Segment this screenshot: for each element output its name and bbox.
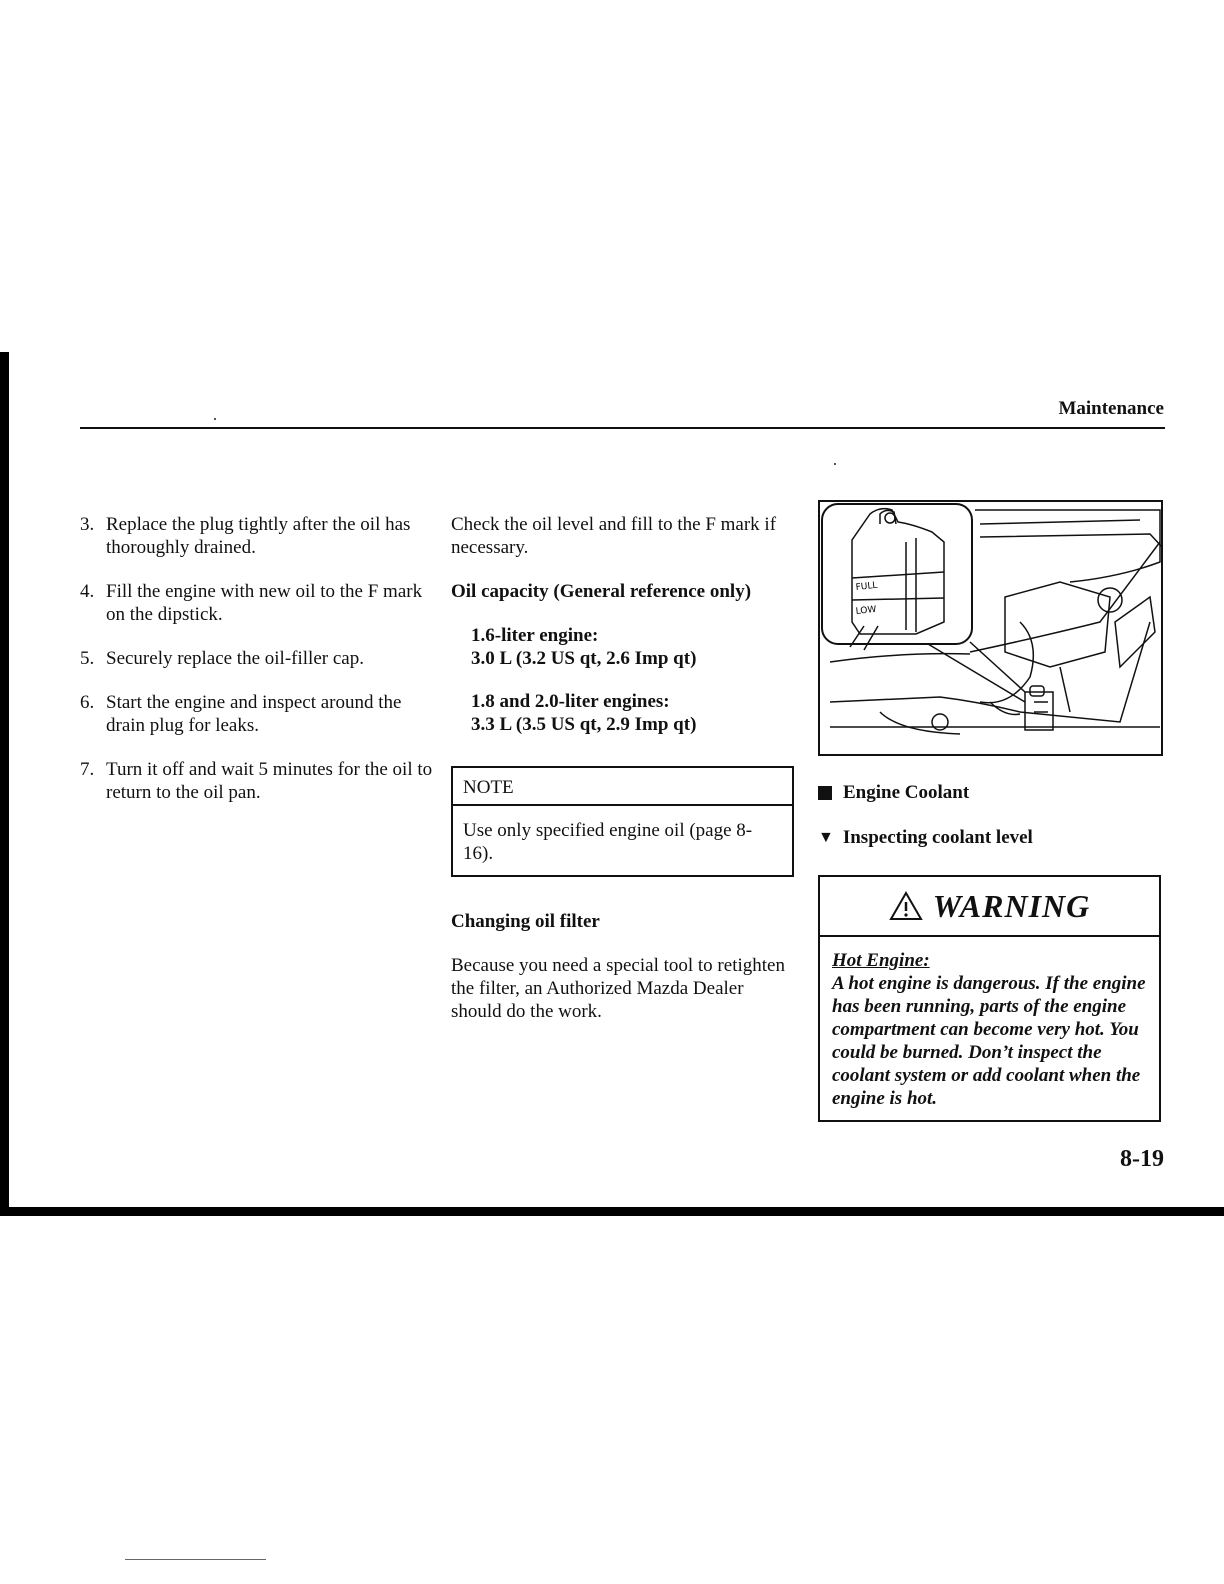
engine-spec-16 [451, 624, 796, 670]
note-box [451, 766, 794, 877]
warning-subtitle: Hot Engine: [832, 950, 930, 971]
note-title: NOTE [453, 768, 792, 806]
list-item: 7. Turn it off and wait 5 minutes for the oil to return to the oil pan. [80, 759, 433, 803]
engine-spec-18-20 [451, 690, 796, 736]
engine-spec-value: 3.0 L (3.2 US qt, 2.6 Imp qt) [471, 648, 697, 669]
oil-filter-heading: Changing oil filter [451, 911, 600, 932]
square-bullet-icon [818, 786, 832, 800]
oil-capacity-title: Oil capacity (General reference only) [451, 581, 752, 602]
warning-body [820, 937, 1159, 1120]
scan-speck [214, 418, 216, 420]
down-triangle-icon: ▼ [818, 829, 834, 846]
engine-spec-label: 1.8 and 2.0-liter engines: [471, 691, 670, 712]
scan-speck [834, 463, 836, 465]
list-item: 6. Start the engine and inspect around the drain plug for leaks. [80, 692, 402, 736]
engine-spec-value: 3.3 L (3.5 US qt, 2.9 Imp qt) [471, 714, 697, 735]
inspecting-coolant-heading: ▼ Inspecting coolant level [818, 827, 1033, 848]
procedure-steps [80, 513, 435, 804]
list-item: 4. Fill the engine with new oil to the F mark on the dipstick. [80, 581, 423, 625]
engine-coolant-heading: Engine Coolant [818, 781, 1165, 804]
low-mark-label: LOW [855, 604, 877, 617]
warning-text: A hot engine is dangerous. If the engine has been running, parts of the engine compartment can become very hot. You could be burned. Don’t inspect the coolant system or add coolant when the engine is hot. [832, 973, 1146, 1109]
header-rule [80, 427, 1165, 429]
warning-box [818, 875, 1161, 1122]
oil-level-instruction: Check the oil level and fill to the F mark if necessary. [451, 514, 777, 558]
middle-column [451, 513, 796, 1044]
warning-header [820, 877, 1159, 937]
oil-filter-body: Because you need a special tool to retighten the filter, an Authorized Mazda Dealer should do the work. [451, 955, 785, 1022]
note-body: Use only specified engine oil (page 8-16). [463, 820, 753, 864]
page-number: 8-19 [1120, 1146, 1164, 1172]
list-item: 5. Securely replace the oil-filler cap. [80, 648, 364, 669]
right-column [818, 500, 1165, 1122]
section-title: Maintenance [1058, 398, 1164, 419]
scan-artifact-line [125, 1559, 266, 1560]
engine-spec-label: 1.6-liter engine: [471, 625, 599, 646]
engine-bay-drawing [820, 502, 1165, 758]
full-mark-label: FULL [855, 580, 878, 593]
warning-triangle-icon [889, 891, 923, 921]
warning-title: WARNING [932, 887, 1091, 924]
list-item: 3. Replace the plug tightly after the oil has thoroughly drained. [80, 514, 411, 558]
scan-bottom-edge-bar [0, 1207, 1224, 1216]
scan-left-edge-bar [0, 352, 9, 1214]
left-column [80, 513, 435, 825]
coolant-reservoir-illustration [818, 500, 1163, 756]
